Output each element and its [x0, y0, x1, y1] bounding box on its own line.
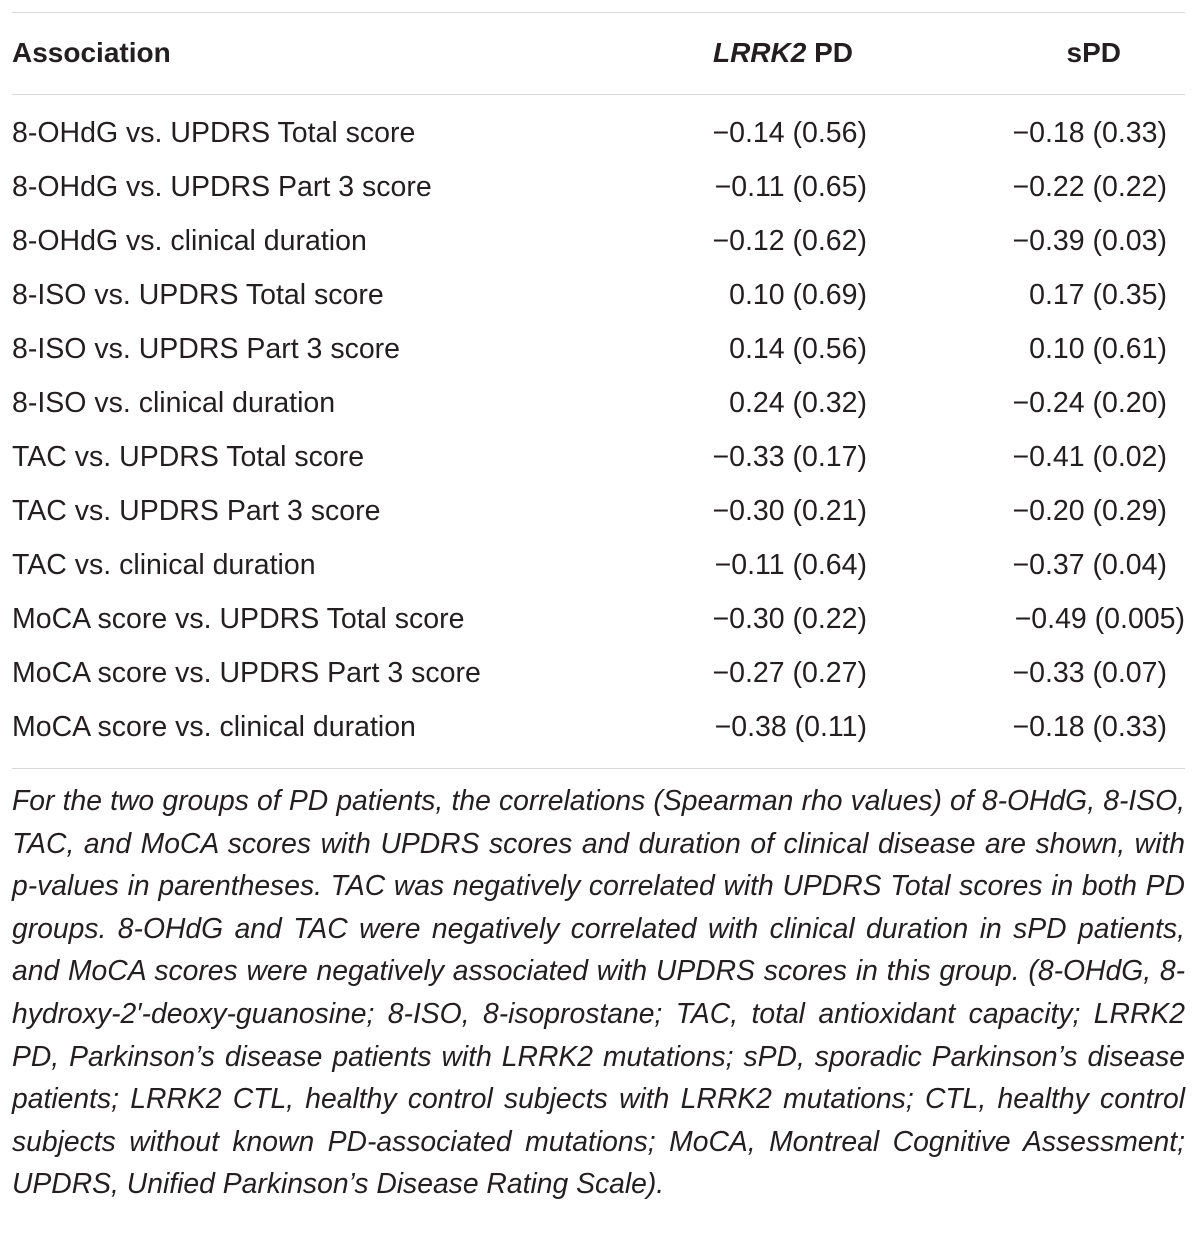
cell-spd: 0.17 (0.35) [1029, 279, 1167, 311]
cell-lrrk2-pd: −0.33 (0.17) [712, 441, 867, 473]
table-row [12, 268, 1185, 322]
cell-lrrk2-pd: −0.30 (0.21) [712, 495, 867, 527]
cell-spd: −0.20 (0.29) [1012, 495, 1167, 527]
cell-association: MoCA score vs. UPDRS Total score [12, 603, 465, 635]
table-row [12, 430, 1185, 484]
cell-association: 8-ISO vs. clinical duration [12, 387, 336, 419]
cell-spd: −0.22 (0.22) [1012, 171, 1167, 203]
table-row [12, 322, 1185, 376]
cell-lrrk2-pd: 0.10 (0.69) [729, 279, 867, 311]
cell-spd: −0.39 (0.03) [1012, 225, 1167, 257]
cell-spd: −0.49 (0.005) [1014, 603, 1185, 635]
header-lrrk2-gene: LRRK2 [712, 37, 807, 68]
cell-spd: −0.37 (0.04) [1012, 549, 1167, 581]
cell-lrrk2-pd: −0.27 (0.27) [712, 657, 867, 689]
cell-lrrk2-pd: −0.38 (0.11) [714, 711, 867, 743]
cell-lrrk2-pd: −0.30 (0.22) [712, 603, 867, 635]
cell-lrrk2-pd: −0.11 (0.65) [714, 171, 867, 203]
table-row [12, 592, 1185, 646]
table-row [12, 646, 1185, 700]
table-header [12, 12, 1185, 94]
table-row [12, 484, 1185, 538]
table-row [12, 94, 1185, 160]
table-body [12, 94, 1185, 754]
cell-association: 8-OHdG vs. UPDRS Total score [12, 117, 416, 149]
cell-spd: −0.24 (0.20) [1012, 387, 1167, 419]
cell-association: TAC vs. UPDRS Part 3 score [12, 495, 381, 527]
cell-association: TAC vs. clinical duration [12, 549, 316, 581]
cell-lrrk2-pd: 0.24 (0.32) [729, 387, 867, 419]
cell-spd: −0.33 (0.07) [1012, 657, 1167, 689]
table-row [12, 376, 1185, 430]
header-lrrk2-pd [652, 12, 875, 94]
cell-spd: −0.18 (0.33) [1012, 117, 1167, 149]
table-row [12, 160, 1185, 214]
header-row [12, 12, 1185, 94]
header-lrrk2-suffix: PD [806, 37, 853, 68]
cell-spd: −0.41 (0.02) [1012, 441, 1167, 473]
table-row [12, 214, 1185, 268]
cell-association: MoCA score vs. clinical duration [12, 711, 416, 743]
cell-spd: −0.18 (0.33) [1012, 711, 1167, 743]
cell-association: 8-ISO vs. UPDRS Total score [12, 279, 384, 311]
cell-association: 8-OHdG vs. UPDRS Part 3 score [12, 171, 432, 203]
cell-association: MoCA score vs. UPDRS Part 3 score [12, 657, 481, 689]
correlation-table [12, 12, 1185, 754]
table-row [12, 538, 1185, 592]
cell-lrrk2-pd: −0.12 (0.62) [712, 225, 867, 257]
cell-lrrk2-pd: −0.11 (0.64) [714, 549, 867, 581]
header-association: Association [12, 37, 171, 68]
table-footnote: For the two groups of PD patients, the correlations (Spearman rho values) of 8-OHdG, 8-ISO, TAC, and MoCA scores with UPDRS scores and duration of clinical disease are shown, with p-values in parentheses. TAC was negatively correlated with UPDRS Total scores in both PD groups. 8-OHdG and TAC were negatively correlated with clinical duration in sPD patients, and MoCA scores were negatively associated with UPDRS scores in this group. (8-OHdG, 8-hydroxy-2′-deoxy-guanosine; 8-ISO, 8-isoprostane; TAC, total antioxidant capacity; LRRK2 PD, Parkinson’s disease patients with LRRK2 mutations; sPD, sporadic Parkinson’s disease patients; LRRK2 CTL, healthy control subjects with LRRK2 mutations; CTL, healthy control subjects without known PD-associated mutations; MoCA, Montreal Cognitive Assessment; UPDRS, Unified Parkinson’s Disease Rating Scale). [12, 784, 1185, 1200]
cell-spd: 0.10 (0.61) [1029, 333, 1167, 365]
bottom-rule [12, 768, 1185, 769]
table-row [12, 700, 1185, 754]
header-spd: sPD [1066, 37, 1121, 68]
cell-lrrk2-pd: −0.14 (0.56) [712, 117, 867, 149]
cell-lrrk2-pd: 0.14 (0.56) [729, 333, 867, 365]
cell-association: 8-OHdG vs. clinical duration [12, 225, 367, 257]
cell-association: TAC vs. UPDRS Total score [12, 441, 365, 473]
cell-association: 8-ISO vs. UPDRS Part 3 score [12, 333, 401, 365]
